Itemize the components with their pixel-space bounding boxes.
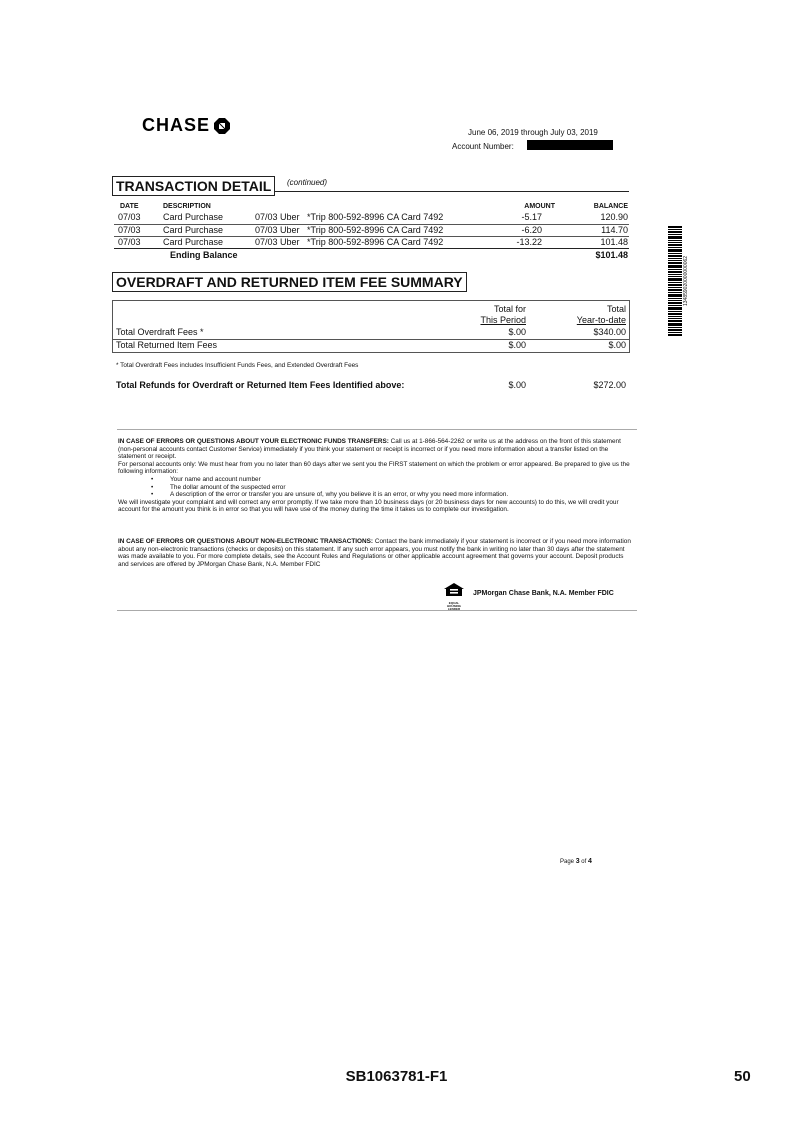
overdraft-footnote: * Total Overdraft Fees includes Insufficient Funds Fees, and Extended Overdraft Fees [116,362,359,369]
list-item: • The dollar amount of the suspected error [170,484,634,492]
continued-label: (continued) [287,178,328,187]
table-row-balance: 114.70 [601,225,628,235]
table-row-amount: -13.22 [516,237,542,247]
account-number-redaction [527,140,613,150]
eft-disclosure [118,438,634,514]
column-header-description: DESCRIPTION [163,203,211,210]
refunds-period: $.00 [508,380,526,390]
list-item: • A description of the error or transfer you are unsure of, why you believe it is an error, or why you need more information. [170,491,634,499]
disclosure-top-rule [117,429,637,430]
document-id: SB1063781-F1 [345,1068,448,1085]
returned-item-fees-label: Total Returned Item Fees [116,340,218,350]
required-info-list [118,476,634,499]
page-of: of [579,859,588,865]
table-row-amount: -5.17 [521,212,542,222]
table-row-date: 07/03 [118,225,141,235]
statement-period: June 06, 2019 through July 03, 2019 [468,128,598,137]
equal-housing-lender-logo [443,583,465,611]
table-row-type: Card Purchase [163,225,224,235]
refunds-ytd: $272.00 [593,380,626,390]
total-pages: 4 [587,858,592,865]
overdraft-summary-title: OVERDRAFT AND RETURNED ITEM FEE SUMMARY [112,272,467,292]
brand-name: CHASE [142,115,211,135]
row-divider [114,248,629,249]
period-column-header-line2: This Period [480,315,526,325]
investigation-text: We will investigate your complaint and will correct any error promptly. If we take more than 10 business days (or 20 business days for new accounts) to do this, we will credit your account for the amount you think is in error so that you will have use of the money during the time it takes us to complete our investigation. [118,498,619,514]
current-page: 3 [575,858,580,865]
overdraft-fees-ytd: $340.00 [593,327,626,337]
overdraft-fees-label: Total Overdraft Fees * [116,327,204,337]
column-header-amount: AMOUNT [524,203,555,210]
page-prefix: Page [560,859,576,865]
chase-logo [142,115,230,136]
table-row-balance: 120.90 [600,212,628,222]
table-row-detail: 07/03 Uber *Trip 800-592-8996 CA Card 7492 [255,212,444,222]
table-row-date: 07/03 [118,212,141,222]
overdraft-fees-period: $.00 [508,327,526,337]
member-fdic-text: JPMorgan Chase Bank, N.A. Member FDIC [473,590,614,597]
ending-balance-label: Ending Balance [170,250,238,260]
ytd-column-header-line2: Year-to-date [576,315,626,325]
page-indicator [560,858,592,865]
table-row-type: Card Purchase [163,237,224,247]
table-row-date: 07/03 [118,237,141,247]
column-header-balance: BALANCE [593,203,628,210]
document-page-number: 50 [734,1068,751,1085]
table-row-detail: 07/03 Uber *Trip 800-592-8996 CA Card 7492 [255,225,444,235]
ytd-column-header-line1: Total [606,304,626,314]
eft-heading: IN CASE OF ERRORS OR QUESTIONS ABOUT YOUR ELECTRONIC FUNDS TRANSFERS: [118,438,389,445]
list-item: • Your name and account number [170,476,634,484]
period-column-header-line1: Total for [493,304,526,314]
refunds-label: Total Refunds for Overdraft or Returned Item Fees Identified above: [116,380,405,390]
column-header-date: DATE [120,203,139,210]
ehl-text-line1: EQUAL HOUSING [446,601,461,608]
table-row-amount: -6.20 [521,225,542,235]
non-eft-heading: IN CASE OF ERRORS OR QUESTIONS ABOUT NON-ELECTRONIC TRANSACTIONS: [118,538,374,545]
transaction-detail-title: TRANSACTION DETAIL [112,176,275,196]
returned-item-fees-period: $.00 [508,340,526,350]
personal-accounts-text: For personal accounts only: We must hear from you no later than 60 days after we sent you the FIRST statement on which the problem or error appeared. Be prepared to give us the following information: [118,460,630,476]
non-eft-text: Contact the bank immediately if your statement is incorrect or if you need more information about any non-electronic transactions (checks or deposits) on this statement. If any such error appears, you must notify the bank in writing no later than 30 days after the statement was made available to you. For more complete details, see the Account Rules and Regulations or other applicable account agreement that governs your account. Deposit products and services are offered by JPMorgan Chase Bank, N.A. Member FDIC [118,538,631,568]
ending-balance-value: $101.48 [595,250,628,260]
table-row-balance: 101.48 [600,237,628,247]
barcode-number: 134859020000000062 [683,255,689,307]
table-row-detail: 07/03 Uber *Trip 800-592-8996 CA Card 7492 [255,237,444,247]
non-eft-disclosure [118,538,634,568]
table-row-type: Card Purchase [163,212,224,222]
account-number-label: Account Number: [452,142,514,151]
equal-housing-icon [444,583,464,597]
ehl-text-line2: LENDER [447,607,461,611]
chase-octagon-icon [214,118,230,134]
eft-text: Call us at 1-866-564-2262 or write us at the address on the front of this statement (non-personal accounts contact Customer Service) immediately if you think your statement or receipt is incorrect or if you need more information about a transfer listed on the statement or receipt. [118,438,621,461]
returned-item-fees-ytd: $.00 [608,340,626,350]
barcode-image [668,226,682,336]
